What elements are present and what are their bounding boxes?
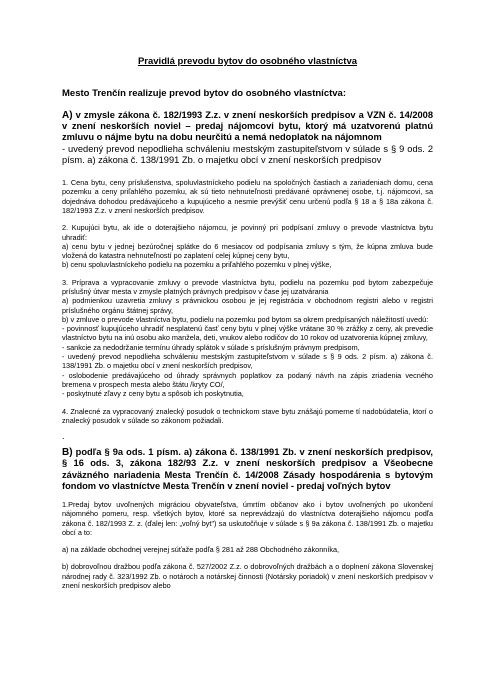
paragraph-line: 2. Kupujúci bytu, ak ide o doterajšieho nájomcu, je povinný pri podpísaní zmluvy o prevode vlastníctva bytu uhradiť: [62, 223, 433, 242]
separator-dot: . [62, 431, 65, 442]
document-title: Pravidlá prevodu bytov do osobného vlastníctva [137, 56, 358, 67]
paragraph-line: - poskytnuté zľavy z ceny bytu a spôsob ich poskytnutia, [62, 389, 244, 399]
paragraph-line: a) podmienkou uzavretia zmluvy s právnickou osobou je jej registrácia v obchodnom registri alebo v registri príslušného orgánu štátnej správy, [62, 296, 433, 315]
paragraph-line: a) cenu bytu v jednej bezúročnej splátke do 6 mesiacov od podpísania zmluvy s tým, že kúpna zmluva bude vložená do katastra nehnuteľností po zaplatení celej kúpnej ceny bytu, [62, 241, 433, 261]
section-b-paragraph-1 [62, 500, 433, 537]
section-b-heading-text: podľa § 9a ods. 1 písm. a) zákona č. 138/1991 Zb. v znení neskorších predpisov, § 16 ods. 3, zákona 182/93 Z.z. v znení neskorších predpisov a Všeobecne záväzného nariadenia Mesta Trenčín č. 14/2008 Zásady hospodárenia s bytovým fondom vo vlastníctve Mesta Trenčín v znení noviel - predaj voľných bytov [62, 447, 433, 491]
section-b-marker: B) [62, 447, 73, 459]
paragraph-line: b) v zmluve o prevode vlastníctva bytu, podielu na pozemku pod bytom sa okrem predpísaných náležitostí uvedú: [62, 314, 429, 324]
section-a-heading-bold: v zmysle zákona č. 182/1993 Z.z. v znení neskorších predpisov a VZN č. 14/2008 v znení neskorších noviel – predaj nájomcovi bytu, ktorý má uzatvorenú platnú zmluvu o nájme bytu na dobu neurčitú a nemá nedoplatok na nájomnom [62, 110, 433, 143]
section-a-paragraph-3 [62, 278, 433, 399]
intro-text: Mesto Trenčín realizuje prevod bytov do osobného vlastníctva: [62, 88, 347, 99]
section-b-heading [62, 447, 433, 492]
paragraph-line: 4. Znalecné za vypracovaný znalecký posudok o technickom stave bytu znášajú pomerne tí nadobúdatelia, ktorí o znalecký posudok v súlade so zákonom požiadali. [62, 406, 433, 425]
section-a-marker: A) [62, 110, 73, 121]
paragraph-line: - povinnosť kupujúceho uhradiť nesplatenú časť ceny bytu v plnej výške vrátane 30 % zrážky z ceny, ak prevedie vlastníctvo bytu na inú osobu ako manžela, deti, vnukov alebo rodičov do 10 rokov od uzatvorenia kúpnej zmluvy, [62, 324, 433, 343]
paragraph-line: 1.Predaj bytov uvoľnených migráciou obyvateľstva, úmrtím občanov ako i bytov uvoľnených po ukončení nájomného pomeru, resp. všetkých bytov, ktoré sa neprevádzajú do vlastníctva doterajšieho nájomcu podľa zákona č. 182/1993 Z. z. (ďalej len: „voľný byt") sa uskutočňuje v súlade s § 9a zákona č. 138/1991 Zb. o majetku obcí a to: [62, 499, 433, 537]
section-b-paragraph-3 [62, 562, 433, 590]
section-a-paragraph-4 [62, 407, 433, 426]
paragraph-line: b) cenu spoluvlastníckeho podielu na pozemku a priľahlého pozemku v plnej výške, [62, 260, 332, 270]
section-a-paragraph-1 [62, 178, 433, 215]
paragraph-line: - sankcie za nedodržanie termínu úhrady splátok v súlade s príslušným právnym predpisom, [62, 342, 360, 352]
paragraph-line: 1. Cena bytu, ceny príslušenstva, spoluvlastníckeho podielu na spoločných častiach a zariadeniach domu, cena pozemku a ceny priľahlého pozemku, ak sú tieto nehnuteľnosti predávané oprávnenej osobe, t.j. nájomcovi, sa dojednáva dohodou predávajúceho a kupujúceho a nesmie prevýšiť cenu určenú podľa § 18 a § 18a zákona č. 182/1993 Z.z. v znení neskorších predpisov. [62, 178, 433, 215]
section-a-paragraph-2 [62, 223, 433, 269]
section-a-heading [62, 110, 433, 166]
paragraph-line: 3. Príprava a vypracovanie zmluvy o prevode vlastníctva bytu, podielu na pozemku pod bytom zabezpečuje príslušný útvar mesta v zmysle platných právnych predpisov v čase jej uzatvárania [62, 277, 433, 296]
section-a-heading-normal: - uvedený prevod nepodlieha schváleniu mestským zastupiteľstvom v súlade s § 9 ods. 2 písm. a) zákona č. 138/1991 Zb. o majetku obcí v znení neskorších predpisov [62, 143, 433, 165]
section-b-paragraph-2 [62, 545, 433, 554]
paragraph-line: - uvedený prevod nepodlieha schváleniu mestským zastupiteľstvom v súlade s § 9 ods. 2 písm. a) zákona č. 138/1991 Zb. o majetku obcí v znení neskorších predpisov, [62, 352, 433, 371]
paragraph-line: b) dobrovoľnou dražbou podľa zákona č. 527/2002 Z.z. o dobrovoľných dražbách a o doplnení zákona Slovenskej národnej rady č. 323/1992 Zb. o notároch a notárskej činnosti (Notársky poriadok) v znení neskorších predpisov v znení neskorších predpisov alebo [62, 562, 433, 591]
paragraph-line: - oslobodenie predávajúceho od úhrady správnych poplatkov za podaný návrh na zápis zriadenia vecného bremena v prospech mesta alebo štátu /kryty CO/, [62, 370, 433, 389]
paragraph-line: a) na základe obchodnej verejnej súťaže podľa § 281 až 288 Obchodného zákonníka, [62, 545, 340, 555]
